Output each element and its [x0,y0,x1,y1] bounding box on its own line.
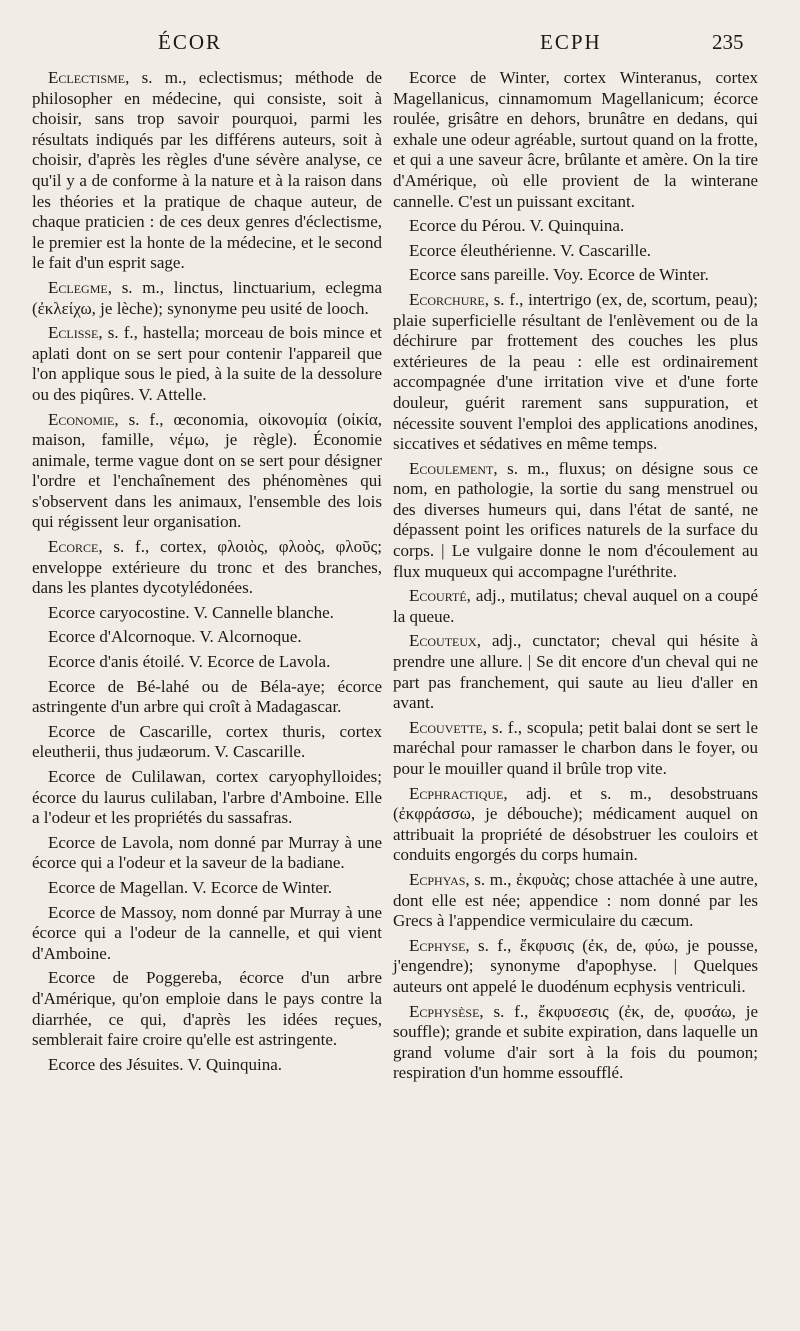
entry-headword: Ecphractique [409,783,504,803]
entry-headword: Eclectisme [48,68,126,87]
dictionary-entry [393,870,758,932]
entry-headword: Eclisse [48,323,99,343]
dictionary-entry [32,833,382,874]
entry-headword: Eclegme [48,277,108,297]
entry-definition: , s. f., intertrigo (ex, de, scortum, peau); plaie superficielle résultant de l'enlèvement ou de la déchirure par frottement des couches les plus extérieures de la peau : elle est ordinairement accompagnée d'une irritation vive et d'une forte douleur, guérit rarement sans suppuration, et nécessite souvent l'emploi des applications anodines, siccatives et sédatives en même temps. [393,289,758,454]
entry-definition: Ecorce caryocostine. V. Cannelle blanche. [48,602,334,622]
dictionary-entry [393,459,758,583]
entry-definition: Ecorce des Jésuites. V. Quinquina. [48,1054,283,1074]
entry-definition: , s. f., ἔκφυσις (ἐκ, de, φύω, je pousse, j'engendre); synonyme d'apophyse. | Quelques auteurs ont appelé le duodénum ecphysis ventriculi. [393,935,758,996]
entry-headword: Ecouteux [409,631,477,651]
dictionary-entry [32,903,382,965]
dictionary-entry [393,241,758,262]
dictionary-entry [393,68,758,212]
entry-definition: Ecorce de Magellan. V. Ecorce de Winter. [48,877,332,897]
entry-definition: Ecorce de Poggereba, écorce d'un arbre d'Amérique, qu'on emploie dans le pays contre la diarrhée, ce qui, d'après les idées reçues, semblerait faire croire qu'elle est astringente. [32,968,382,1050]
entry-headword: Ecphyas [409,869,466,889]
right-column [393,68,758,1088]
entry-definition: Ecorce de Cascarille, cortex thuris, cortex eleutherii, thus judæorum. V. Cascarille. [32,721,382,762]
entry-definition: , adj. et s. m., desobstruans (ἐκφράσσω, je débouche); médicament auquel on attribuait la propriété de désobstruer les couloirs et conduits engorgés du corps humain. [393,783,758,865]
entry-definition: , s. m., fluxus; on désigne sous ce nom, en pathologie, la sortie du sang menstruel ou des diverses humeurs qui, dans l'état de santé, ne dépassent point les orifices naturels de la surface du corps. | Le vulgaire donne le nom d'écoulement au flux muqueux qui accompagne l'uréthrite. [393,458,758,581]
left-column [32,68,382,1079]
page-number: 235 [712,30,744,54]
dictionary-entry [393,216,758,237]
dictionary-entry [32,68,382,274]
entry-headword: Ecouvette [409,717,483,737]
dictionary-entry [393,1002,758,1084]
entry-definition: , adj., cunctator; cheval qui hésite à prendre une allure. | Se dit encore d'un cheval qui ne part pas franchement, qui saute au lieu d'aller en avant. [393,631,758,713]
dictionary-entry [393,936,758,998]
entry-definition: , s. f., cortex, φλοιὸς, φλοὸς, φλοῦς; enveloppe extérieure du tronc et des branches, dans les plantes dycotylédonées. [32,537,382,598]
entry-headword: Ecourté [409,586,467,606]
entry-definition: , s. f., scopula; petit balai dont se sert le maréchal pour ramasser le charbon dans le foyer, ou pour le mouiller quand il brûle trop vite. [393,717,758,778]
entry-definition: , s. f., œconomia, οἰκονομία (οἰκία, maison, famille, νέμω, je règle). Économie animale, terme vague dont on se sert pour désigner l'ordre et l'enchaînement des phénomènes qui s'observent dans les animaux, l'ensemble des lois qui régissent leur organisation. [32,409,382,532]
dictionary-entry [32,278,382,319]
entry-definition: Ecorce d'Alcornoque. V. Alcornoque. [48,627,302,647]
entry-definition: Ecorce sans pareille. Voy. Ecorce de Winter. [409,265,709,285]
dictionary-entry [393,718,758,780]
dictionary-entry [393,631,758,713]
dictionary-entry [32,968,382,1050]
dictionary-entry [32,1055,382,1076]
entry-headword: Ecorce [48,537,99,557]
dictionary-entry [32,677,382,718]
dictionary-entry [393,265,758,286]
entry-definition: , adj., mutilatus; cheval auquel on a coupé la queue. [393,586,758,626]
entry-definition: , s. m., linctus, linctuarium, eclegma (ἐκλείχω, je lèche); synonyme peu usité de looch. [32,277,382,318]
entry-definition: Ecorce de Lavola, nom donné par Murray à une écorce qui a l'odeur et la saveur de la badiane. [32,832,382,873]
header-left-word: ÉCOR [158,30,223,54]
entry-definition: Ecorce éleuthérienne. V. Cascarille. [409,240,651,260]
dictionary-entry [32,767,382,829]
entry-headword: Ecorchure [409,289,485,309]
dictionary-entry [393,290,758,455]
entry-headword: Ecphyse [409,935,466,955]
entry-definition: , s. m., eclectismus; méthode de philosopher en médecine, qui consiste, soit à choisir, sans trop savoir pourquoi, parmi les résultats indiqués par les différens auteurs, soit à choisir, d'après les règles d'une sévère analyse, ce qu'il y a de conforme à la nature et à la raison dans les théories et la pratique de chaque auteur, de chaque praticien : de ces deux genres d'éclectisme, le premier est la honte de la médecine, et le second le fait d'un esprit sage. [32,68,382,273]
entry-headword: Economie [48,409,115,429]
entry-definition: , s. m., ἐκφυὰς; chose attachée à une autre, dont elle est née; appendice : nom donné par les Grecs à l'appendice vermiculaire du cæcum. [393,869,758,931]
entry-definition: Ecorce de Winter, cortex Winteranus, cortex Magellanicus, cinnamomum Magellanicum; écorce roulée, grisâtre en dehors, brunâtre en dedans, qui exhale une odeur agréable, surtout quand on la frotte, et qui a une saveur âcre, brûlante et amère. On la tire d'Amérique, où elle provient de la winterane cannelle. C'est un puissant excitant. [393,68,758,211]
header-center-word: ECPH [540,30,602,54]
dictionary-entry [393,586,758,627]
running-header [0,30,800,66]
dictionary-entry [32,323,382,405]
entry-definition: Ecorce de Massoy, nom donné par Murray à une écorce qui a l'odeur de la cannelle, et qui vient d'Amboine. [32,902,382,963]
dictionary-entry [32,627,382,648]
entry-definition: , s. f., ἔκφυσεσις (ἐκ, de, φυσάω, je souffle); grande et subite expiration, dans laquelle un grand volume d'air sort à la fois du poumon; respiration d'un homme essoufflé. [393,1001,758,1083]
entry-headword: Ecphysèse [409,1001,480,1021]
dictionary-entry [393,784,758,866]
dictionary-entry [32,603,382,624]
entry-definition: , s. f., hastella; morceau de bois mince et aplati dont on se sert pour contenir l'appareil que l'on applique sous le pied, à la suite de la dessolure ou des piqûres. V. Attelle. [32,323,382,404]
entry-definition: Ecorce du Pérou. V. Quinquina. [409,216,625,236]
entry-definition: Ecorce de Culilawan, cortex caryophylloides; écorce du laurus culilaban, l'arbre d'Amboine. Elle a l'odeur et les propriétés du sassafras. [32,767,382,828]
dictionary-entry [32,652,382,673]
dictionary-entry [32,410,382,534]
dictionary-entry [32,878,382,899]
dictionary-entry [32,537,382,599]
entry-definition: Ecorce de Bé-lahé ou de Béla-aye; écorce astringente d'un arbre qui croît à Madagascar. [32,676,382,717]
entry-headword: Ecoulement [409,458,494,478]
entry-definition: Ecorce d'anis étoilé. V. Ecorce de Lavola. [48,652,331,672]
dictionary-entry [32,722,382,763]
